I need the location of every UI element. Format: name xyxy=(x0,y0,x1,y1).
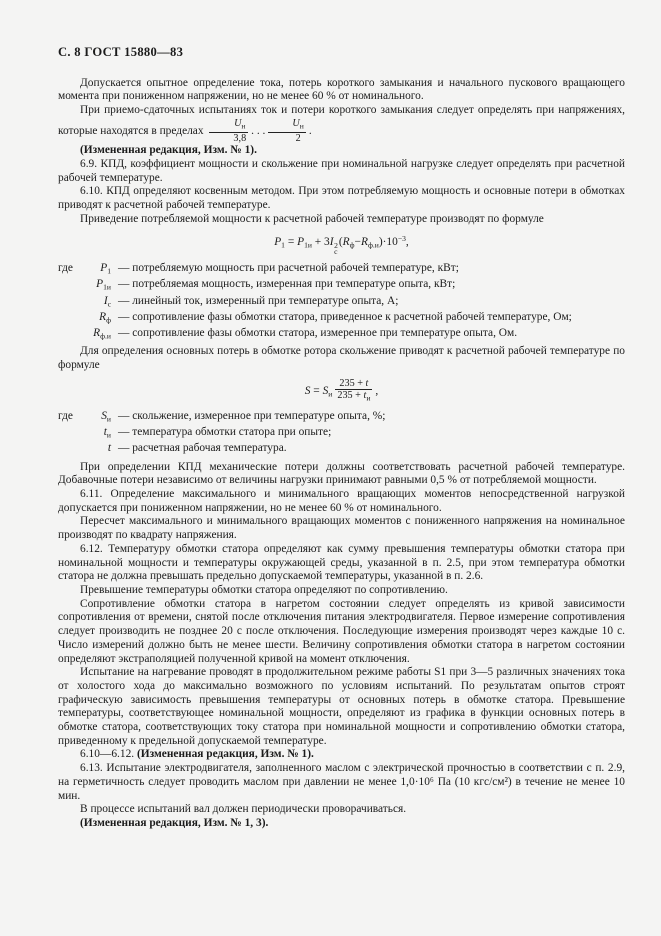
fraction-un-2 xyxy=(268,118,305,145)
paragraph-6-13: 6.13. Испытание электродвигателя, заполненного маслом с электрической прочностью в соответствии с п. 2.9, на герметичность следует проводить маслом при давлении не менее 1,0·10⁶ Па (10 кгс/см²) в течение не менее 10 мин. xyxy=(58,762,625,802)
paragraph-text: При приемо-сдаточных испытаниях ток и потери короткого замыкания следует определять при напряжениях, которые находятся в пределах xyxy=(58,104,625,137)
paragraph-6-10-6-12-amended xyxy=(58,748,625,762)
paragraph-rotor-losses: Для определения основных потерь в обмотке ротора скольжение приводят к расчетной рабочей температуре по формуле xyxy=(58,345,625,371)
fraction-numerator: $U_н$ xyxy=(209,118,248,133)
fraction-denominator: $235 + t_и$ xyxy=(337,390,371,403)
symbol-list-power xyxy=(58,262,625,343)
paragraph-6-11: 6.11. Определение максимального и минимального вращающих моментов непосредственной нагрузкой допускается при пониженном напряжении, но не менее 60 % от номинального. xyxy=(58,488,625,514)
page-header: С. 8 ГОСТ 15880—83 xyxy=(58,45,184,59)
fraction-denominator: 2 xyxy=(295,132,301,144)
symbol-list-slip xyxy=(58,410,625,459)
formula-power: $P_1 = P_{1и} + 3I$ 2 с $(R_ф-R_{ф.и})\cdot 10^{-3}$, xyxy=(274,233,409,257)
paragraph-6-12: 6.12. Температуру обмотки статора определяют как сумму превышения температуры обмотки статора при номинальной мощности и температуры окружающей среды, указанной в п. 2.5, при этом температура обмотки статора не должна превышать предельно допускаемой температуры, указанной в п. 2.6. xyxy=(58,542,625,583)
symbol-definition: где $S_и$ — скольжение, измеренное при температуре опыта, %; xyxy=(58,410,386,424)
fraction-un-38 xyxy=(209,118,248,145)
paragraph-resistance-curve: Сопротивление обмотки статора в нагретом состоянии следует определять из кривой зависимости сопротивления от времени, снятой после отключения питания электродвигателя. Первое измерение сопротивления следует производить не позднее 20 с после отключения. Последующие измерения производят через каждые 10 с. Число измерений должно быть не менее шести. Величину сопротивления обмотки статора в нагретом состоянии определяют экстраполяцией полученной кривой на момент отключения. xyxy=(58,597,625,665)
fraction-numerator: $U_н$ xyxy=(268,118,305,133)
amendment-note-3: (Измененная редакция, Изм. № 1, 3). xyxy=(80,816,269,829)
paragraph-temp-rise: Превышение температуры обмотки статора определяют по сопротивлению. xyxy=(80,583,448,596)
paragraph-intro-2 xyxy=(58,104,625,144)
symbol-definition: $R_{ф.и}$ — сопротивление фазы обмотки статора, измеренное при температуре опыта, Ом. xyxy=(93,326,518,341)
paragraph-intro-1: Допускается опытное определение тока, потерь короткого замыкания и начального пускового вращающего момента при пониженном напряжении, но не менее 60 % от номинального. xyxy=(58,76,625,103)
symbol-definition: $t_и$ — температура обмотки статора при опыте; xyxy=(103,426,332,440)
paragraph-6-9: 6.9. КПД, коэффициент мощности и скольжение при номинальной нагрузке следует определять при расчетной рабочей температуре. xyxy=(58,158,625,184)
symbol-definition: где $P_1$ — потребляемую мощность при расчетной рабочей температуре, кВт; xyxy=(58,262,459,276)
paragraph-recalculation: Пересчет максимального и минимального вращающих моментов с пониженного напряжения на номинальное производят по квадрату напряжения. xyxy=(58,515,625,542)
paragraph-shaft-rotation: В процессе испытаний вал должен периодически проворачиваться. xyxy=(80,803,407,816)
paragraph-kpd-losses: При определении КПД механические потери должны соответствовать расчетной рабочей температуре. Добавочные потери независимо от величины нагрузки принимают равными 0,5 % от потребляемой мощности. xyxy=(58,460,625,487)
paragraph-6-10: 6.10. КПД определяют косвенным методом. При этом потребляемую мощность и основные потери в обмотках приводят к расчетной рабочей температуре. xyxy=(58,185,625,212)
fraction-denominator: 3,8 xyxy=(233,132,247,144)
clause-range: 6.10—6.12. xyxy=(80,748,137,761)
ellipsis: . . . xyxy=(251,124,266,137)
paragraph-end: . xyxy=(308,124,312,137)
formula-slip: $S = S_и$ $\frac{235 + t}{235 + t_и}$ , xyxy=(304,377,379,403)
symbol-definition: $R_ф$ — сопротивление фазы обмотки статора, приведенное к расчетной рабочей температуре, Ом; xyxy=(99,310,572,325)
fraction-numerator: 235 + t xyxy=(335,378,372,391)
fraction-slip xyxy=(335,378,372,405)
amendment-note-2: (Измененная редакция, Изм. № 1). xyxy=(136,748,314,761)
paragraph-heating-test: Испытание на нагревание проводят в продолжительном режиме работы S1 при 3—5 различных значениях тока от холостого хода до максимально возможного по условиям испытаний. По результатам опытов строят графическую зависимость превышения температуры от основных потерь в обмотке статора. Превышение температуры, соответствующее номинальной мощности, определяют из графика в функции основных потерь в обмотке статора, соответствующих току статора при номинальной мощности и сопротивлению обмотки статора, приведенному к предельной допускаемой температуре. xyxy=(58,666,625,747)
symbol-definition: $I_с$ — линейный ток, измеренный при температуре опыта, А; xyxy=(103,294,399,309)
paragraph-formula-lead: Приведение потребляемой мощности к расчетной рабочей температуре производят по формуле xyxy=(80,212,544,225)
amendment-note-1: (Измененная редакция, Изм. № 1). xyxy=(80,144,257,157)
symbol-definition: t — расчетная рабочая температура. xyxy=(107,442,287,455)
sup-sub-stack: 2 с xyxy=(334,240,338,257)
symbol-definition: $P_{1и}$ — потребляемая мощность, измеренная при температуре опыта, кВт; xyxy=(96,278,456,292)
